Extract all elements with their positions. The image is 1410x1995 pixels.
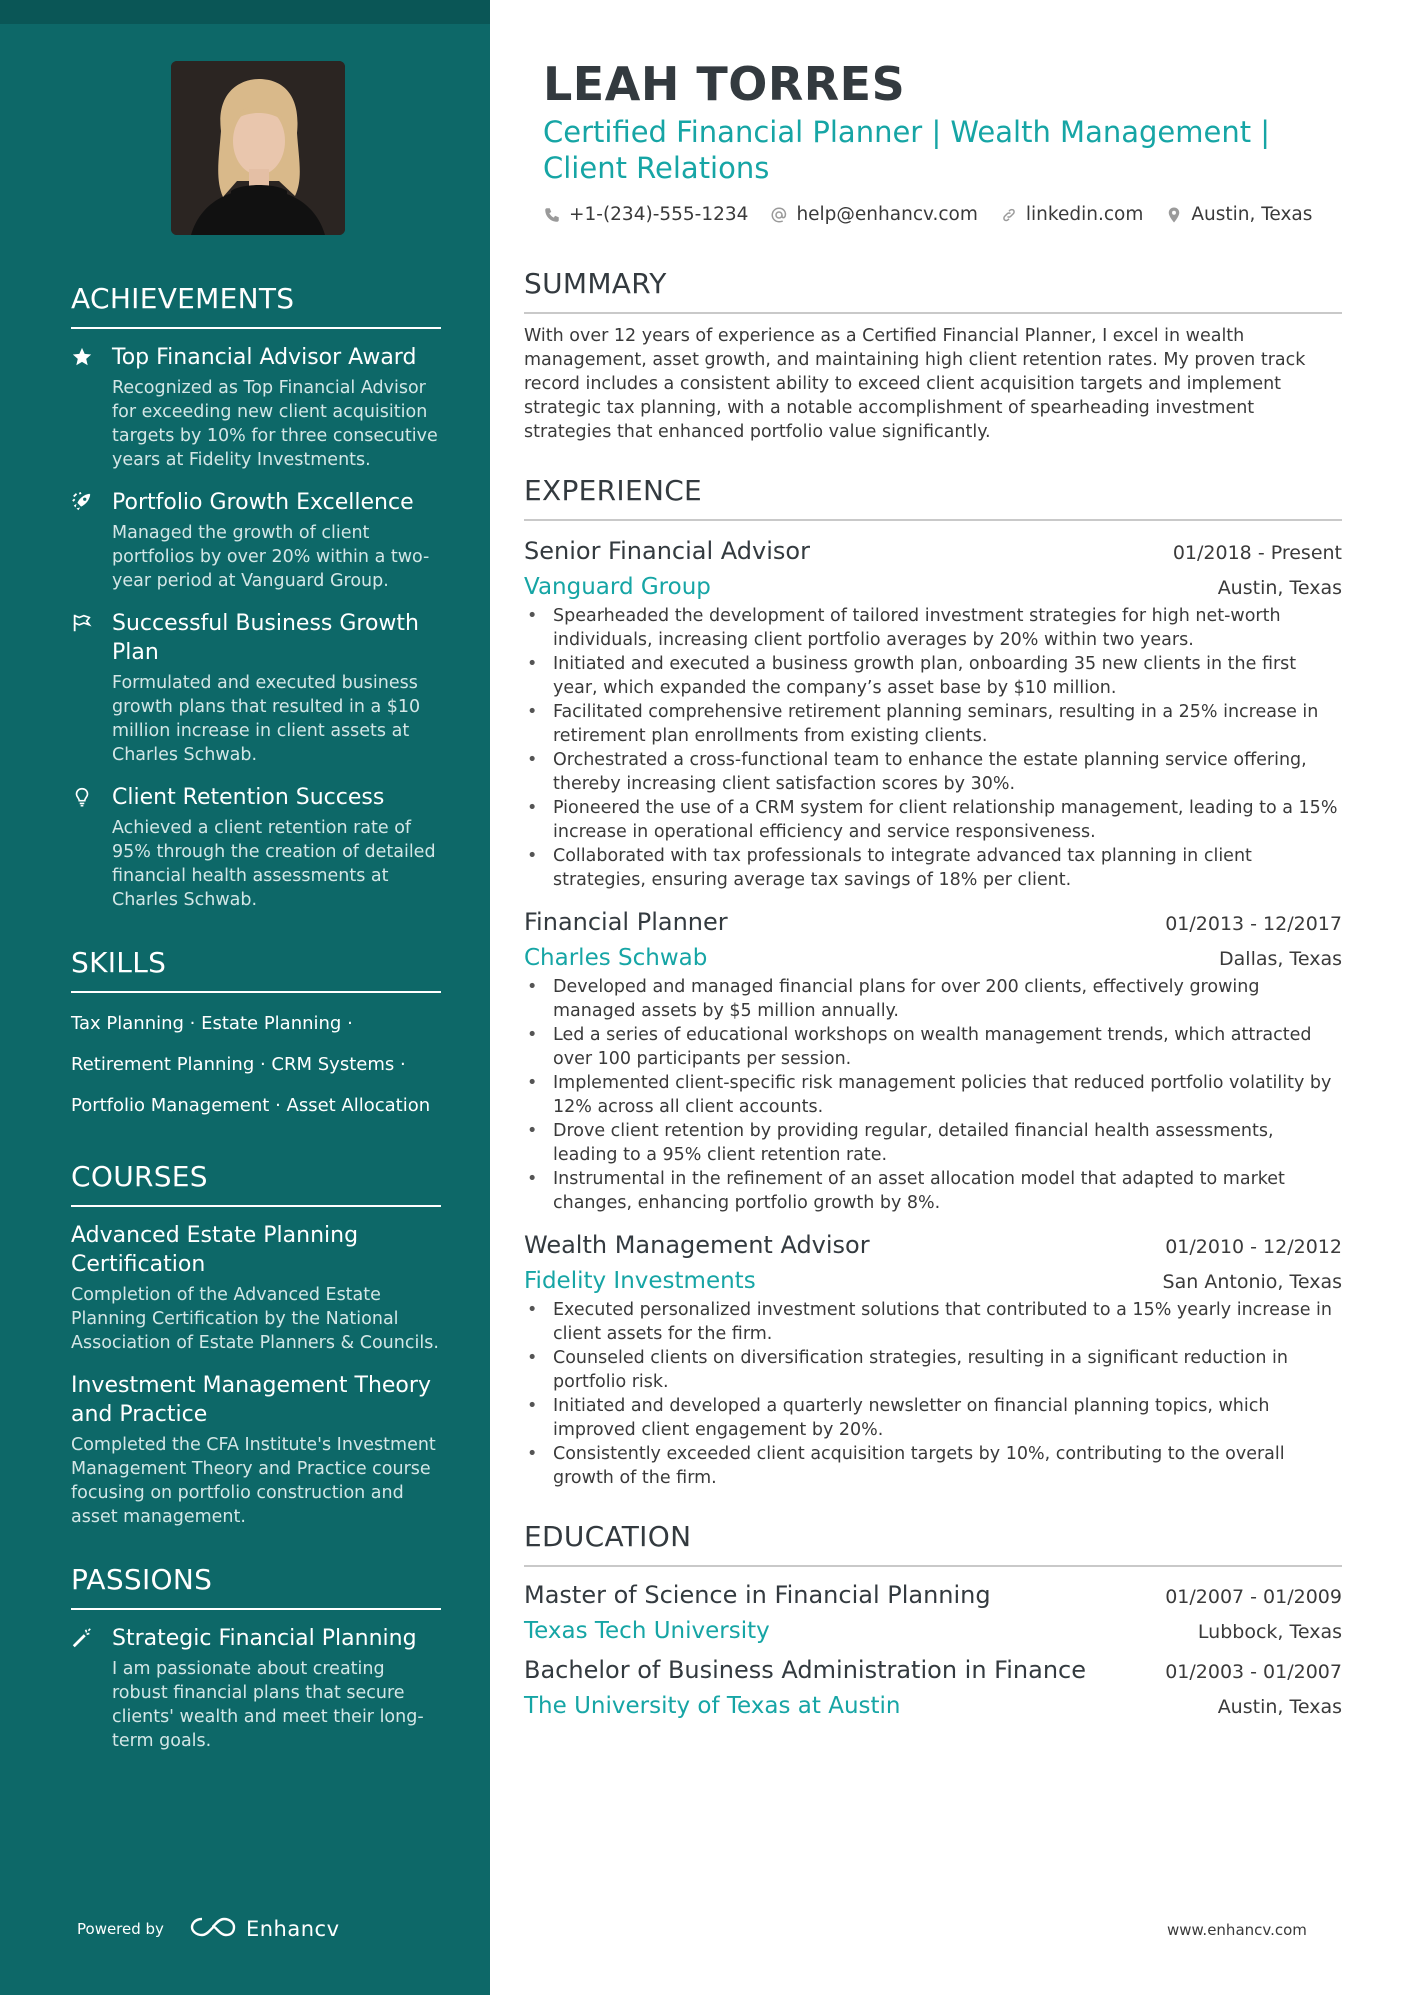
profile-photo	[171, 61, 345, 235]
achievements-section	[71, 282, 441, 912]
job-dates: 01/2010 - 12/2012	[1165, 1236, 1342, 1258]
skills-section	[71, 946, 441, 1126]
job-bullets	[524, 604, 1342, 892]
experience-heading: EXPERIENCE	[524, 474, 1342, 521]
education-entry	[524, 1581, 1342, 1644]
email-text: help@enhancv.com	[796, 204, 978, 225]
passion-item	[71, 1624, 441, 1753]
sidebar-top-band	[0, 0, 490, 24]
job-bullet: • Initiated and developed a quarterly newsletter on financial planning topics, which improved client engagement by 20%.	[524, 1394, 1342, 1442]
skills-list	[71, 1003, 441, 1126]
education-heading: EDUCATION	[524, 1520, 1342, 1567]
courses-section	[71, 1160, 441, 1529]
linkedin-text: linkedin.com	[1025, 204, 1144, 225]
passions-section	[71, 1563, 441, 1753]
at-icon	[770, 206, 788, 224]
school-name: The University of Texas at Austin	[524, 1693, 901, 1719]
sidebar-sections	[71, 282, 441, 1787]
contact-email[interactable]	[770, 204, 977, 225]
candidate-name: LEAH TORRES	[543, 57, 906, 111]
magic-wand-icon	[71, 1624, 112, 1753]
job-title: Wealth Management Advisor	[524, 1231, 870, 1259]
skills-line: Tax Planning · Estate Planning ·	[71, 1013, 353, 1034]
phone-text: +1-(234)-555-1234	[569, 204, 749, 225]
job-bullet: • Instrumental in the refinement of an asset allocation model that adapted to market changes, enhancing portfolio growth by 8%.	[524, 1167, 1342, 1215]
job-bullet: • Facilitated comprehensive retirement planning seminars, resulting in a 25% increase in retirement plan enrollments from existing clients.	[524, 700, 1342, 748]
job-bullets	[524, 1298, 1342, 1490]
company-name: Charles Schwab	[524, 945, 708, 971]
sidebar	[0, 0, 490, 1995]
summary-heading: SUMMARY	[524, 267, 1342, 314]
headline-line: Certified Financial Planner | Wealth Management |	[543, 115, 1271, 149]
skills-line: Retirement Planning · CRM Systems ·	[71, 1054, 406, 1075]
achievements-heading: ACHIEVEMENTS	[71, 282, 441, 329]
education-dates: 01/2007 - 01/2009	[1165, 1586, 1342, 1608]
powered-by	[77, 1915, 340, 1943]
powered-by-label: Powered by	[77, 1920, 164, 1938]
education-dates: 01/2003 - 01/2007	[1165, 1661, 1342, 1683]
course-title: Investment Management Theory and Practice	[71, 1373, 431, 1427]
job-bullet: • Orchestrated a cross-functional team to enhance the estate planning service offering, thereby increasing client satisfaction scores by 30%.	[524, 748, 1342, 796]
achievement-description: Formulated and executed business growth plans that resulted in a $10 million increase in client assets at Charles Schwab.	[112, 673, 421, 765]
passion-description: I am passionate about creating robust financial plans that secure clients' wealth and meet their long-term goals.	[112, 1659, 424, 1751]
job-bullets	[524, 975, 1342, 1215]
summary-text: With over 12 years of experience as a Certified Financial Planner, I excel in wealth management, asset growth, and maintaining high client retention rates. My proven track record includes a consistent ability to exceed client acquisition targets and implement strategic tax planning, with a notable accomplishment of spearheading investment strategies that enhanced portfolio value significantly.	[524, 326, 1306, 442]
job-bullet: • Pioneered the use of a CRM system for client relationship management, leading to a 15% increase in operational efficiency and service responsiveness.	[524, 796, 1342, 844]
job-bullet: • Initiated and executed a business growth plan, onboarding 35 new clients in the first year, which expanded the company’s asset base by $10 million.	[524, 652, 1342, 700]
passions-heading: PASSIONS	[71, 1563, 441, 1610]
job-title: Senior Financial Advisor	[524, 537, 810, 565]
job-dates: 01/2013 - 12/2017	[1165, 913, 1342, 935]
achievement-item	[71, 488, 441, 593]
achievement-item	[71, 783, 441, 912]
job-entry	[524, 537, 1342, 892]
job-bullet: • Consistently exceeded client acquisition targets by 10%, contributing to the overall growth of the firm.	[524, 1442, 1342, 1490]
location-text: Austin, Texas	[1191, 204, 1313, 225]
degree-title: Master of Science in Financial Planning	[524, 1581, 991, 1609]
school-name: Texas Tech University	[524, 1618, 770, 1644]
company-name: Fidelity Investments	[524, 1268, 756, 1294]
school-location: Lubbock, Texas	[1197, 1621, 1342, 1643]
job-bullet: • Developed and managed financial plans for over 200 clients, effectively growing managed assets by $5 million annually.	[524, 975, 1342, 1023]
achievement-title: Portfolio Growth Excellence	[112, 490, 414, 515]
lightbulb-icon	[71, 783, 112, 912]
course-item	[71, 1221, 441, 1355]
phone-icon	[543, 206, 561, 224]
achievement-title: Client Retention Success	[112, 785, 385, 810]
star-icon	[71, 343, 112, 472]
job-bullet: • Drove client retention by providing regular, detailed financial health assessments, leading to a 95% client retention rate.	[524, 1119, 1342, 1167]
flag-icon	[71, 609, 112, 767]
main-content	[524, 56, 1342, 1719]
achievement-description: Managed the growth of client portfolios by over 20% within a two-year period at Vanguard Group.	[112, 523, 430, 591]
experience-section	[524, 474, 1342, 1490]
job-bullet: • Counseled clients on diversification strategies, resulting in a significant reduction in portfolio risk.	[524, 1346, 1342, 1394]
course-description: Completion of the Advanced Estate Planning Certification by the National Association of Estate Planners & Councils.	[71, 1285, 439, 1353]
brand-name: Enhancv	[245, 1917, 340, 1941]
job-title: Financial Planner	[524, 908, 728, 936]
enhancv-logo-icon	[190, 1915, 236, 1943]
summary-section	[524, 267, 1342, 444]
skills-line: Portfolio Management · Asset Allocation	[71, 1095, 431, 1116]
job-bullet: • Spearheaded the development of tailored investment strategies for high net-worth individuals, increasing client portfolio averages by 20% within two years.	[524, 604, 1342, 652]
company-name: Vanguard Group	[524, 574, 711, 600]
contact-phone[interactable]	[543, 204, 748, 225]
achievement-item	[71, 609, 441, 767]
job-entry	[524, 908, 1342, 1215]
link-icon	[1000, 206, 1018, 224]
rocket-icon	[71, 488, 112, 593]
job-bullet: • Executed personalized investment solutions that contributed to a 15% yearly increase in client assets for the firm.	[524, 1298, 1342, 1346]
job-location: San Antonio, Texas	[1162, 1271, 1342, 1293]
job-bullet: • Led a series of educational workshops on wealth management trends, which attracted over 100 participants per session.	[524, 1023, 1342, 1071]
contact-bar	[543, 204, 1342, 225]
passion-title: Strategic Financial Planning	[112, 1626, 417, 1651]
education-section	[524, 1520, 1342, 1719]
course-item	[71, 1371, 441, 1529]
headline	[543, 114, 1342, 186]
degree-title: Bachelor of Business Administration in Finance	[524, 1656, 1086, 1684]
achievement-title: Top Financial Advisor Award	[112, 345, 417, 370]
skills-heading: SKILLS	[71, 946, 441, 993]
achievement-description: Achieved a client retention rate of 95% through the creation of detailed financial health assessments at Charles Schwab.	[112, 818, 436, 910]
achievement-title: Successful Business Growth Plan	[112, 611, 419, 665]
course-title: Advanced Estate Planning Certification	[71, 1223, 359, 1277]
achievement-item	[71, 343, 441, 472]
contact-linkedin[interactable]	[1000, 204, 1143, 225]
headline-line: Client Relations	[543, 151, 770, 185]
job-location: Austin, Texas	[1217, 577, 1342, 599]
contact-location	[1165, 204, 1312, 225]
job-bullet: • Implemented client-specific risk management policies that reduced portfolio volatility by 12% across all client accounts.	[524, 1071, 1342, 1119]
achievement-description: Recognized as Top Financial Advisor for exceeding new client acquisition targets by 10% for three consecutive years at Fidelity Investments.	[112, 378, 438, 470]
job-entry	[524, 1231, 1342, 1490]
job-dates: 01/2018 - Present	[1172, 542, 1342, 564]
job-location: Dallas, Texas	[1219, 948, 1342, 970]
education-entry	[524, 1656, 1342, 1719]
school-location: Austin, Texas	[1217, 1696, 1342, 1718]
location-pin-icon	[1165, 206, 1183, 224]
footer-url[interactable]: www.enhancv.com	[1167, 1921, 1307, 1939]
course-description: Completed the CFA Institute's Investment Management Theory and Practice course focusing on portfolio construction and asset management.	[71, 1435, 436, 1527]
courses-heading: COURSES	[71, 1160, 441, 1207]
job-bullet: • Collaborated with tax professionals to integrate advanced tax planning in client strategies, ensuring average tax savings of 18% per client.	[524, 844, 1342, 892]
